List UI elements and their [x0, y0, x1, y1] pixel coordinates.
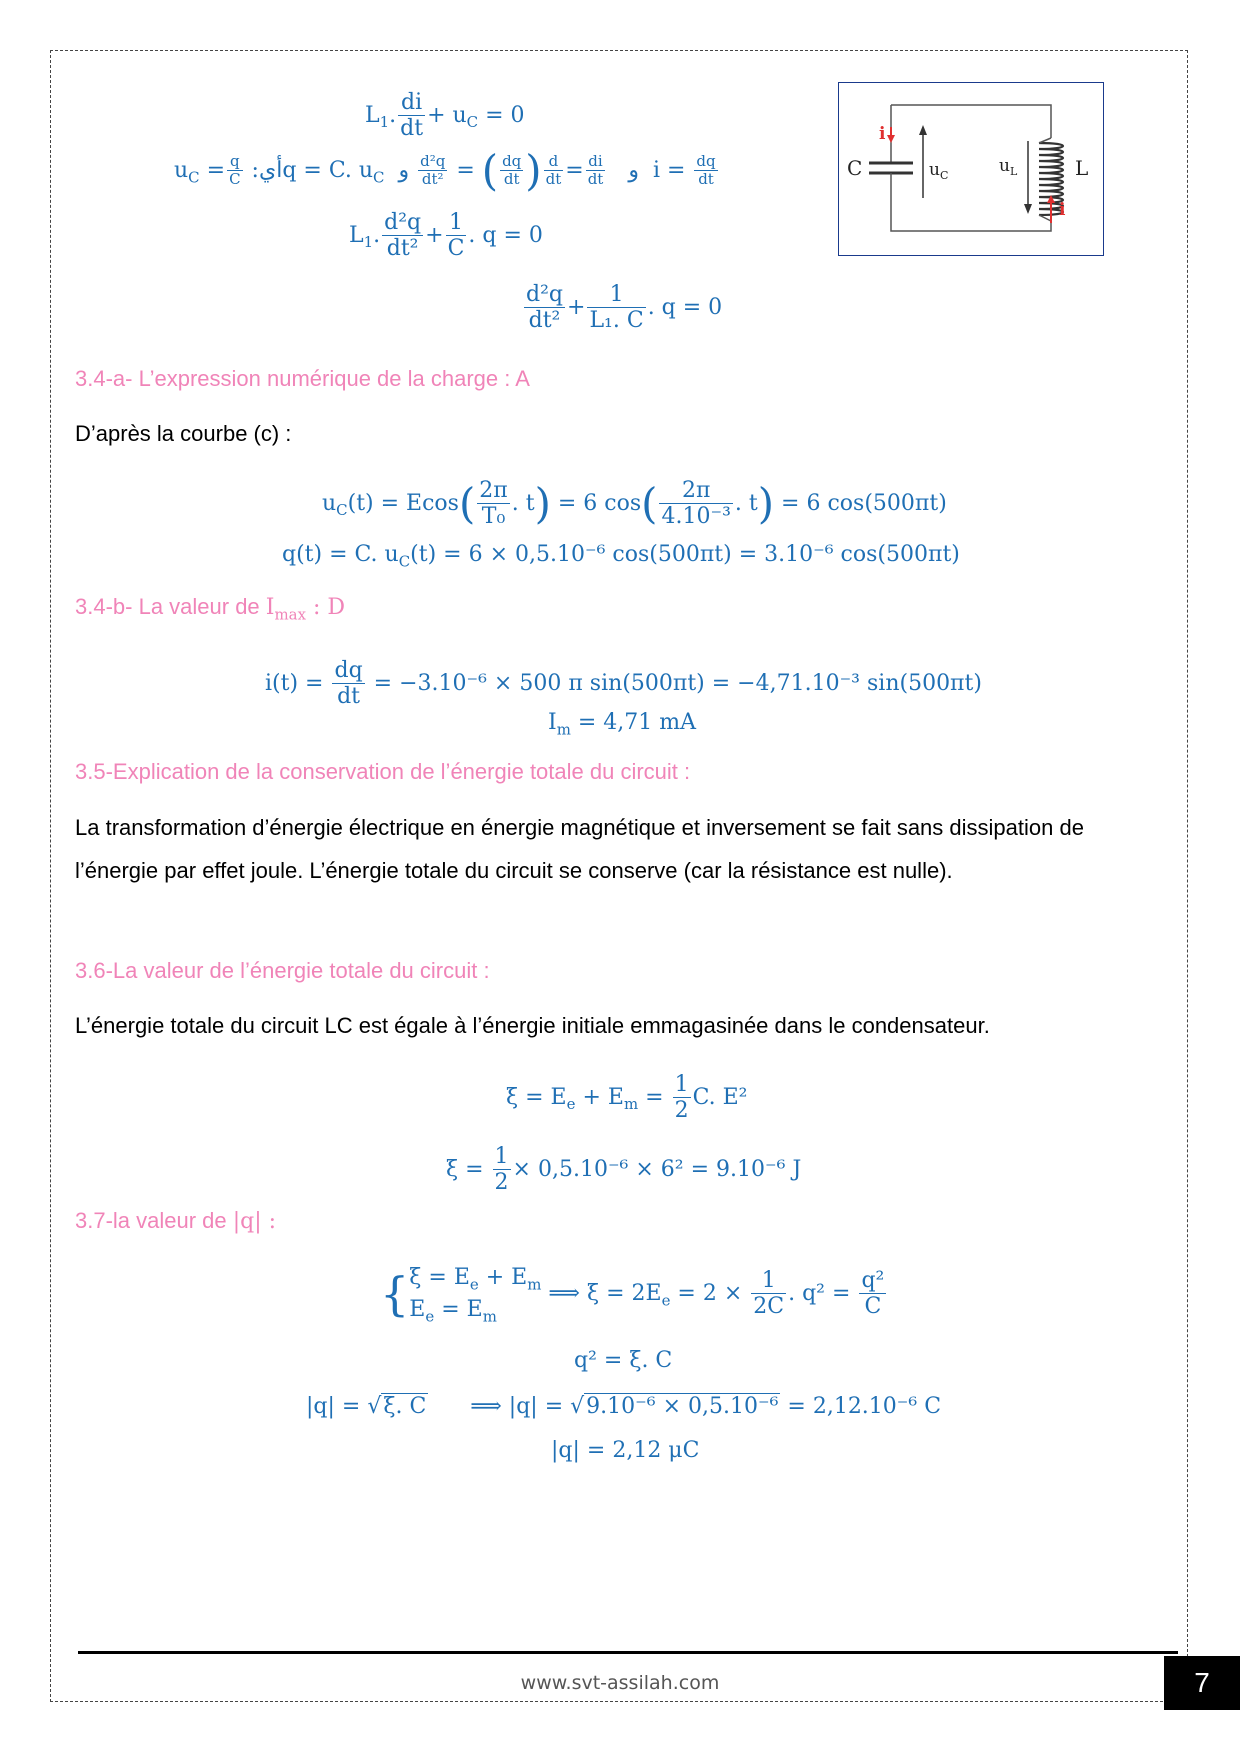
- equation-q-t: q(t) = C. $u_C(t) = 6 \times 0,5.10^{-6}$ cos(500πt) = 3.10⁻⁶ cos(500πt): [282, 542, 960, 571]
- paragraph-courbe: D’après la courbe (c) :: [75, 421, 292, 446]
- svg-text:L: L: [1010, 165, 1018, 178]
- equation-q-result: |q| = 2,12 μC: [551, 1438, 700, 1463]
- equation-im: $I_m = 4,71$ mA: [548, 710, 697, 739]
- equation-system: { $\xi = E_e + E_m$ $E_e = E_m$ ⟹ $\xi = 2E_e = 2$ × $\frac{1}{2C}$ . q² = $\frac{\text{q²}}{C}$: [380, 1265, 885, 1326]
- svg-text:C: C: [940, 169, 949, 182]
- svg-text:C: C: [847, 156, 863, 180]
- equation-uc-t: $u_C(t) = Ecos$( $\frac{2\pi}{\text{T₀}}$ . t) = 6 cos( $\frac{2\pi}{\text{4.10⁻³}}$ . t) = 6 cos(500πt): [322, 478, 947, 530]
- footer-url[interactable]: www.svt-assilah.com: [520, 1672, 720, 1694]
- equation-relations: $u_C$ = $\frac{q}{C}$ :أيq = C. $u_C$ و $\frac{di}{dt}$ = $\frac{d}{dt}$ ( $\frac{dq}{dt}$ ) = $\frac{\text{d²q}}{\text{dt²}}$ و i = $\frac{dq}{dt}$: [174, 146, 716, 195]
- equation-energy-value: ξ = $\frac{1}{2}$ × 0,5.10⁻⁶ × 6² = 9.10⁻⁶ J: [446, 1144, 802, 1196]
- svg-text:L: L: [1075, 156, 1089, 180]
- equation-energy-total: $\xi = E_e + E_m$ = $\frac{1}{2}$ C. E²: [506, 1072, 748, 1124]
- svg-text:u: u: [999, 156, 1010, 176]
- equation-q-squared: q² = ξ. C: [574, 1348, 673, 1373]
- footer-divider: [78, 1651, 1178, 1654]
- equation-i-t: i(t) = $\frac{dq}{dt}$ = −3.10⁻⁶ × 500 π sin(500πt) = −4,71.10⁻³ sin(500πt): [265, 658, 982, 710]
- circuit-svg: [839, 83, 1103, 255]
- lc-circuit-diagram: [838, 82, 1104, 256]
- svg-text:i: i: [1059, 200, 1066, 220]
- svg-text:i: i: [879, 124, 886, 144]
- equation-q-abs: |q| = √ξ. C ⟹ |q| = √9.10⁻⁶ × 0,5.10⁻⁶ = 2,12.10⁻⁶ C: [306, 1394, 942, 1419]
- equation-differential-l1: $L_1$. $\frac{\text{d²q}}{\text{dt²}}$ + $\frac{1}{C}$ . q = 0: [349, 210, 543, 262]
- heading-3-4-b: 3.4-b- La valeur de $I_{max}$ : D: [75, 594, 346, 624]
- heading-3-4-a: 3.4-a- L’expression numérique de la charge : A: [75, 366, 530, 391]
- equation-differential-final: $\frac{\text{d²q}}{\text{dt²}}$ + $\frac{1}{\text{L₁. C}}$ . q = 0: [526, 282, 723, 334]
- heading-3-7: 3.7-la valeur de |q| :: [75, 1208, 277, 1234]
- equation-lc-kirchhoff: $L_1$. $\frac{di}{dt}$ + $u_C = 0$: [365, 90, 525, 142]
- heading-3-5: 3.5-Explication de la conservation de l’énergie totale du circuit :: [75, 759, 691, 784]
- page-number: 7: [1164, 1656, 1240, 1710]
- paragraph-energie-lc: L’énergie totale du circuit LC est égale à l’énergie initiale emmagasinée dans le condensateur.: [75, 1013, 990, 1038]
- svg-text:u: u: [929, 160, 940, 180]
- heading-3-6: 3.6-La valeur de l’énergie totale du circuit :: [75, 958, 490, 983]
- paragraph-conservation: La transformation d’énergie électrique en énergie magnétique et inversement se fait sans dissipation de l’énergie par effet joule. L’énergie totale du circuit se conserve (car la résistance est nulle).: [75, 815, 1084, 883]
